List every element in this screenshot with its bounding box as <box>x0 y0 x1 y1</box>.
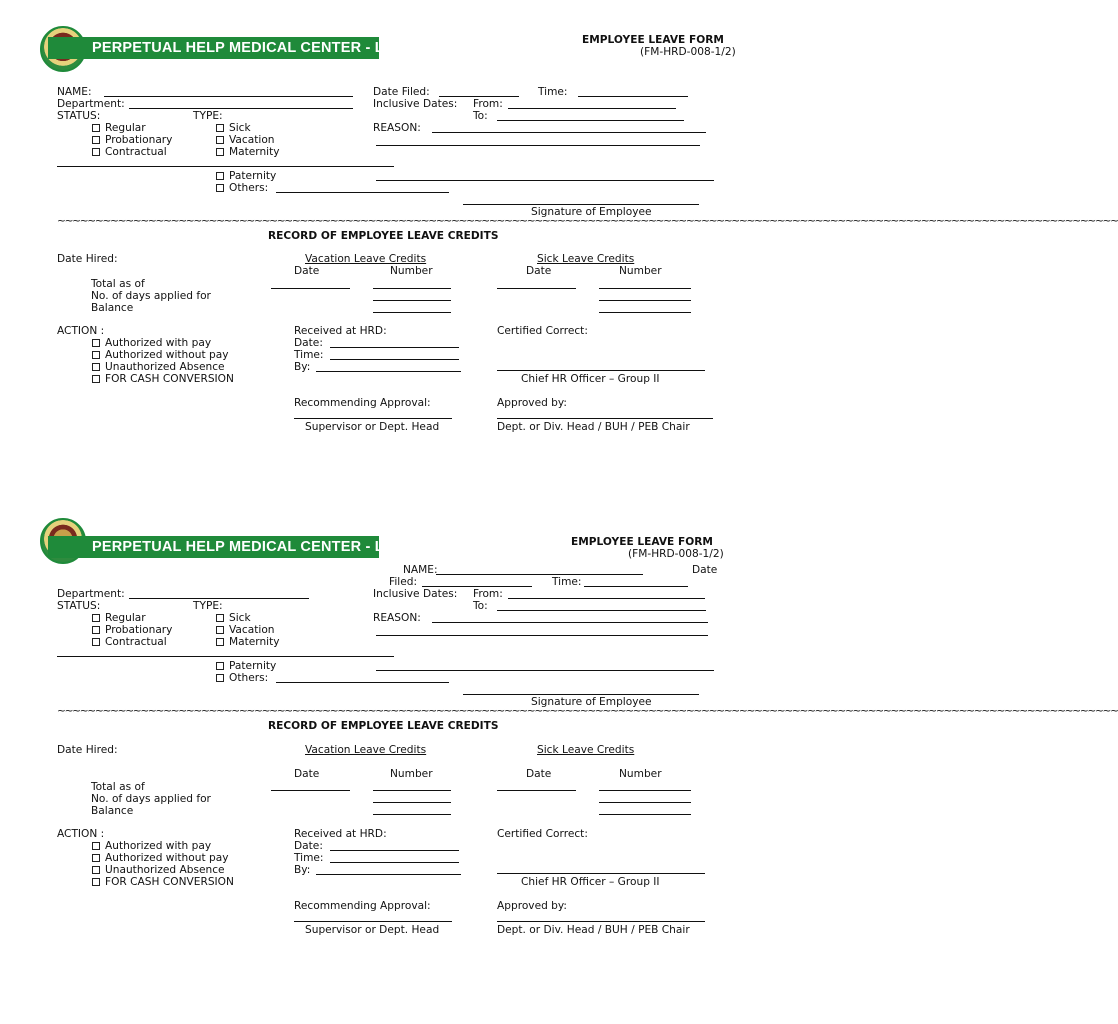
hrd-date-field[interactable] <box>330 347 459 348</box>
vacation-number-col: Number <box>390 265 433 277</box>
type-option[interactable]: Paternity <box>216 170 276 182</box>
date-filed-field[interactable] <box>439 96 519 97</box>
days-applied-label: No. of days applied for <box>91 290 211 302</box>
dept-head-label: Dept. or Div. Head / BUH / PEB Chair <box>497 421 690 433</box>
balance-label: Balance <box>91 805 134 817</box>
action-option[interactable]: FOR CASH CONVERSION <box>92 373 234 385</box>
credit-field[interactable] <box>373 312 451 313</box>
checkbox[interactable] <box>92 363 100 371</box>
credit-field[interactable] <box>599 300 691 301</box>
recommending-label: Recommending Approval: <box>294 397 431 409</box>
action-option[interactable]: Authorized without pay <box>92 852 228 864</box>
to-label: To: <box>473 110 488 122</box>
checkbox[interactable] <box>92 878 100 886</box>
checkbox[interactable] <box>92 124 100 132</box>
status-option[interactable]: Probationary <box>92 134 172 146</box>
date-filed-label: Date Filed: <box>373 86 430 98</box>
time-label: Time: <box>538 86 568 98</box>
tilde-divider: ~~~~~~~~~~~~~~~~~~~~~~~~~~~~~~~~~~~~~~~~~~~~~~~~~~~~~~~~~~~~~~~~~~~~~~~~~~~~~~~~~~~~~~~~~~~~~~~~~~~~~~~~~~~~~~~~~~~~~~~~~~~~~~~~~~~~~~~~~~~~ <box>57 215 1118 227</box>
date-hired-label: Date Hired: <box>57 253 118 265</box>
leave-form-bottom <box>0 490 1118 990</box>
reason-field[interactable] <box>432 132 706 133</box>
checkbox[interactable] <box>216 172 224 180</box>
vacation-date-col: Date <box>294 768 320 780</box>
reason-label: REASON: <box>373 612 421 624</box>
reason-line[interactable] <box>376 635 708 636</box>
checkbox[interactable] <box>92 854 100 862</box>
checkbox[interactable] <box>92 842 100 850</box>
checkbox[interactable] <box>216 674 224 682</box>
credit-field[interactable] <box>373 790 451 791</box>
filed-label: Filed: <box>389 576 418 588</box>
credit-field[interactable] <box>599 312 691 313</box>
time-label: Time: <box>552 576 582 588</box>
hospital-name-banner: PERPETUAL HELP MEDICAL CENTER - LAS PIÑAS <box>48 536 379 558</box>
type-option[interactable]: Others: <box>216 672 268 684</box>
form-title: EMPLOYEE LEAVE FORM <box>582 34 724 46</box>
vacation-credits-heading: Vacation Leave Credits <box>305 253 427 265</box>
hrd-by-field[interactable] <box>316 371 461 372</box>
signature-line[interactable] <box>463 694 699 695</box>
divider-line <box>57 656 394 657</box>
type-option[interactable]: Sick <box>216 122 251 134</box>
department-field[interactable] <box>129 598 309 599</box>
action-label: ACTION : <box>57 828 105 840</box>
received-hrd-label: Received at HRD: <box>294 828 387 840</box>
total-as-of-label: Total as of <box>91 781 145 793</box>
hospital-name-banner: PERPETUAL HELP MEDICAL CENTER - LAS PIÑAS <box>48 37 379 59</box>
dept-head-label: Dept. or Div. Head / BUH / PEB Chair <box>497 924 690 936</box>
leave-form-top <box>0 0 1118 500</box>
vacation-credits-heading: Vacation Leave Credits <box>305 744 427 756</box>
checkbox[interactable] <box>92 351 100 359</box>
to-field[interactable] <box>497 120 684 121</box>
action-option[interactable]: Authorized without pay <box>92 349 228 361</box>
name-label: NAME: <box>57 86 92 98</box>
reason-field[interactable] <box>432 622 708 623</box>
hrd-time-label: Time: <box>294 349 324 361</box>
form-code: (FM-HRD-008-1/2) <box>640 46 736 58</box>
from-label: From: <box>473 588 503 600</box>
from-label: From: <box>473 98 503 110</box>
hrd-date-label: Date: <box>294 840 323 852</box>
checkbox[interactable] <box>216 626 224 634</box>
hrd-time-label: Time: <box>294 852 324 864</box>
sick-credits-heading: Sick Leave Credits <box>537 253 635 265</box>
approved-label: Approved by: <box>497 397 567 409</box>
department-label: Department: <box>57 98 125 110</box>
inclusive-dates-label: Inclusive Dates: <box>373 588 458 600</box>
form-code: (FM-HRD-008-1/2) <box>628 548 724 560</box>
reason-line[interactable] <box>376 670 714 671</box>
hrd-time-field[interactable] <box>330 862 459 863</box>
checkbox[interactable] <box>216 614 224 622</box>
credit-field[interactable] <box>373 802 451 803</box>
chief-hr-label: Chief HR Officer – Group II <box>521 373 660 385</box>
checkbox[interactable] <box>92 339 100 347</box>
supervisor-signature-line[interactable] <box>294 418 452 419</box>
type-option[interactable]: Paternity <box>216 660 276 672</box>
certified-label: Certified Correct: <box>497 828 588 840</box>
reason-line[interactable] <box>376 180 714 181</box>
vacation-date-col: Date <box>294 265 320 277</box>
credit-field[interactable] <box>373 814 451 815</box>
hrd-by-label: By: <box>294 864 311 876</box>
reason-line[interactable] <box>376 145 700 146</box>
signature-employee-label: Signature of Employee <box>531 696 652 708</box>
credit-field[interactable] <box>599 790 691 791</box>
received-hrd-label: Received at HRD: <box>294 325 387 337</box>
name-field[interactable] <box>104 96 353 97</box>
approved-label: Approved by: <box>497 900 567 912</box>
supervisor-label: Supervisor or Dept. Head <box>305 421 440 433</box>
sick-number-col: Number <box>619 768 662 780</box>
chief-signature-line[interactable] <box>497 873 705 874</box>
name-field[interactable] <box>436 574 643 575</box>
hrd-time-field[interactable] <box>330 359 459 360</box>
recommending-label: Recommending Approval: <box>294 900 431 912</box>
days-applied-label: No. of days applied for <box>91 793 211 805</box>
name-label: NAME: <box>403 564 438 576</box>
chief-hr-label: Chief HR Officer – Group II <box>521 876 660 888</box>
date-filed-field[interactable] <box>422 586 532 587</box>
others-field[interactable] <box>276 192 449 193</box>
type-label: TYPE: <box>193 110 223 122</box>
checkbox[interactable] <box>216 148 224 156</box>
checkbox[interactable] <box>216 638 224 646</box>
checkbox[interactable] <box>92 136 100 144</box>
action-option[interactable]: Authorized with pay <box>92 840 211 852</box>
hrd-by-field[interactable] <box>316 874 461 875</box>
type-label: TYPE: <box>193 600 223 612</box>
credit-field[interactable] <box>271 288 350 289</box>
department-label: Department: <box>57 588 125 600</box>
action-option[interactable]: Unauthorized Absence <box>92 361 225 373</box>
type-option[interactable]: Sick <box>216 612 251 624</box>
date-hired-label: Date Hired: <box>57 744 118 756</box>
credit-field[interactable] <box>271 790 350 791</box>
checkbox[interactable] <box>92 866 100 874</box>
status-option[interactable]: Regular <box>92 122 146 134</box>
checkbox[interactable] <box>92 626 100 634</box>
status-option[interactable]: Contractual <box>92 146 167 158</box>
status-option[interactable]: Contractual <box>92 636 167 648</box>
signature-line[interactable] <box>463 204 699 205</box>
time-field[interactable] <box>584 586 688 587</box>
type-option[interactable]: Maternity <box>216 146 280 158</box>
checkbox[interactable] <box>92 375 100 383</box>
sick-date-col: Date <box>526 768 552 780</box>
checkbox[interactable] <box>216 136 224 144</box>
approver-signature-line[interactable] <box>497 418 713 419</box>
department-field[interactable] <box>129 108 353 109</box>
checkbox[interactable] <box>216 184 224 192</box>
credit-field[interactable] <box>599 288 691 289</box>
to-label: To: <box>473 600 488 612</box>
action-label: ACTION : <box>57 325 105 337</box>
type-option[interactable]: Vacation <box>216 134 275 146</box>
credit-field[interactable] <box>497 288 576 289</box>
signature-employee-label: Signature of Employee <box>531 206 652 218</box>
sick-number-col: Number <box>619 265 662 277</box>
supervisor-label: Supervisor or Dept. Head <box>305 924 440 936</box>
approver-signature-line[interactable] <box>497 921 705 922</box>
date-label: Date <box>692 564 718 576</box>
from-field[interactable] <box>508 108 676 109</box>
sick-date-col: Date <box>526 265 552 277</box>
action-option[interactable]: Authorized with pay <box>92 337 211 349</box>
vacation-number-col: Number <box>390 768 433 780</box>
reason-label: REASON: <box>373 122 421 134</box>
hrd-date-field[interactable] <box>330 850 459 851</box>
tilde-divider: ~~~~~~~~~~~~~~~~~~~~~~~~~~~~~~~~~~~~~~~~~~~~~~~~~~~~~~~~~~~~~~~~~~~~~~~~~~~~~~~~~~~~~~~~~~~~~~~~~~~~~~~~~~~~~~~~~~~~~~~~~~~~~~~~~~~~~~~~~~~~ <box>57 705 1118 717</box>
chief-signature-line[interactable] <box>497 370 705 371</box>
type-option[interactable]: Others: <box>216 182 268 194</box>
credit-field[interactable] <box>373 300 451 301</box>
status-option[interactable]: Regular <box>92 612 146 624</box>
action-option[interactable]: Unauthorized Absence <box>92 864 225 876</box>
hrd-date-label: Date: <box>294 337 323 349</box>
checkbox[interactable] <box>216 124 224 132</box>
status-label: STATUS: <box>57 110 101 122</box>
divider-line <box>57 166 394 167</box>
from-field[interactable] <box>508 598 705 599</box>
checkbox[interactable] <box>92 148 100 156</box>
inclusive-dates-label: Inclusive Dates: <box>373 98 458 110</box>
type-option[interactable]: Maternity <box>216 636 280 648</box>
type-option[interactable]: Vacation <box>216 624 275 636</box>
record-title: RECORD OF EMPLOYEE LEAVE CREDITS <box>268 230 499 242</box>
credit-field[interactable] <box>599 814 691 815</box>
balance-label: Balance <box>91 302 134 314</box>
certified-label: Certified Correct: <box>497 325 588 337</box>
status-label: STATUS: <box>57 600 101 612</box>
to-field[interactable] <box>497 610 706 611</box>
credit-field[interactable] <box>599 802 691 803</box>
supervisor-signature-line[interactable] <box>294 921 452 922</box>
total-as-of-label: Total as of <box>91 278 145 290</box>
form-title: EMPLOYEE LEAVE FORM <box>571 536 713 548</box>
status-option[interactable]: Probationary <box>92 624 172 636</box>
time-field[interactable] <box>578 96 688 97</box>
checkbox[interactable] <box>92 638 100 646</box>
record-title: RECORD OF EMPLOYEE LEAVE CREDITS <box>268 720 499 732</box>
credit-field[interactable] <box>497 790 576 791</box>
others-field[interactable] <box>276 682 449 683</box>
sick-credits-heading: Sick Leave Credits <box>537 744 635 756</box>
checkbox[interactable] <box>92 614 100 622</box>
checkbox[interactable] <box>216 662 224 670</box>
action-option[interactable]: FOR CASH CONVERSION <box>92 876 234 888</box>
hrd-by-label: By: <box>294 361 311 373</box>
credit-field[interactable] <box>373 288 451 289</box>
